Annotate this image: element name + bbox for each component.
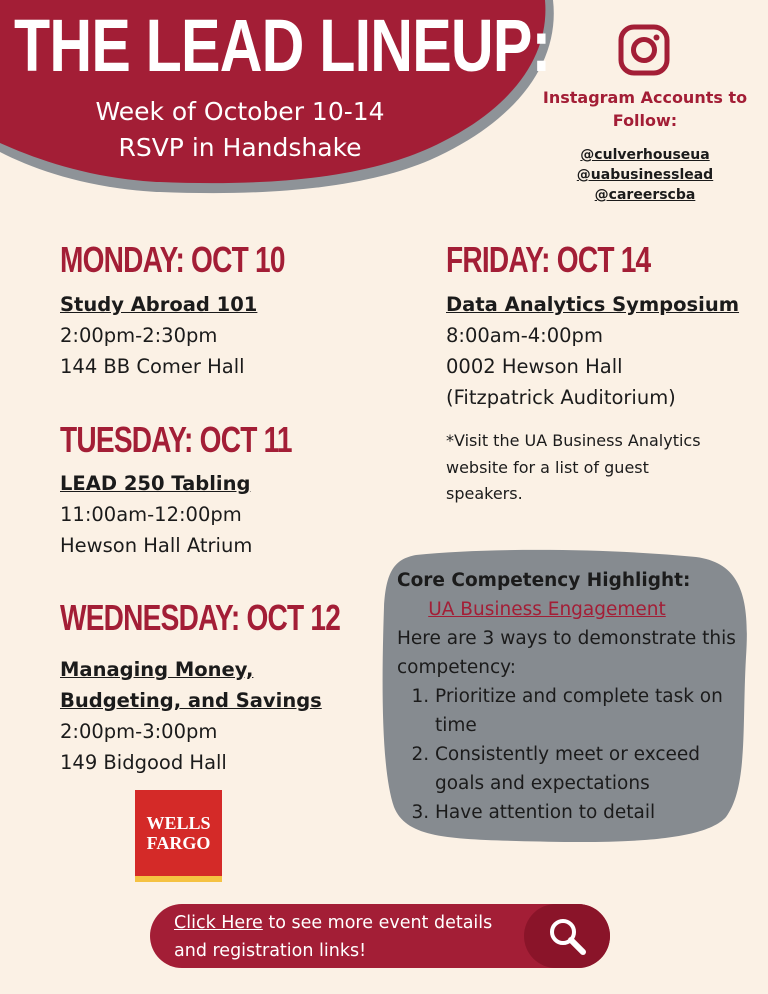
event-details-button[interactable] <box>150 904 610 968</box>
monday-event-link[interactable]: Study Abroad 101 <box>60 293 258 316</box>
wednesday-event-link-1[interactable]: Managing Money, <box>60 658 254 681</box>
wells-fargo-logo: WELLS FARGO <box>135 790 222 882</box>
tuesday-heading: TUESDAY: OCT 11 <box>60 419 292 460</box>
tuesday-location: Hewson Hall Atrium <box>60 534 253 557</box>
friday-event <box>446 289 739 413</box>
friday-event-link[interactable]: Data Analytics Symposium <box>446 293 740 316</box>
week-subtitle: Week of October 10-14 <box>95 97 385 126</box>
competency-link[interactable]: UA Business Engagement <box>428 599 666 620</box>
search-button[interactable] <box>524 904 610 968</box>
cta-text: Click Here to see more event details and registration links! <box>174 913 493 961</box>
friday-note: *Visit the UA Business Analytics website for a list of guest speakers. <box>446 431 701 503</box>
core-heading: Core Competency Highlight: <box>397 570 691 591</box>
wednesday-time: 2:00pm-3:00pm <box>60 720 218 743</box>
instagram-link-careerscba[interactable]: @careerscba <box>594 187 696 203</box>
tuesday-event <box>60 468 252 561</box>
instagram-accounts <box>530 145 760 205</box>
page-title: THE LEAD LINEUP: <box>14 4 551 87</box>
core-list <box>397 682 742 827</box>
click-here-link[interactable]: Click Here <box>174 913 263 933</box>
wednesday-heading: WEDNESDAY: OCT 12 <box>60 597 341 638</box>
monday-location: 144 BB Comer Hall <box>60 355 245 378</box>
friday-location-2: (Fitzpatrick Auditorium) <box>446 386 676 409</box>
search-icon <box>545 914 589 958</box>
monday-event <box>60 289 257 382</box>
core-competency-content <box>397 566 742 827</box>
list-item: 2. Consistently meet or exceed goals and expectations <box>435 740 742 798</box>
tuesday-time: 11:00am-12:00pm <box>60 503 242 526</box>
instagram-heading: Instagram Accounts to Follow: <box>542 88 748 130</box>
monday-time: 2:00pm-2:30pm <box>60 324 218 347</box>
core-intro-1: Here are 3 ways to demonstrate this <box>397 628 736 649</box>
list-item: 3. Have attention to detail <box>435 798 742 827</box>
instagram-icon <box>618 24 670 76</box>
rsvp-subtitle: RSVP in Handshake <box>118 133 362 162</box>
list-item: 1. Prioritize and complete task on time <box>435 682 742 740</box>
core-intro-2: competency: <box>397 657 517 678</box>
wednesday-location: 149 Bidgood Hall <box>60 751 227 774</box>
monday-heading: MONDAY: OCT 10 <box>60 239 285 280</box>
instagram-link-uabusinesslead[interactable]: @uabusinesslead <box>576 167 714 183</box>
friday-location-1: 0002 Hewson Hall <box>446 355 623 378</box>
wednesday-event <box>60 654 322 778</box>
wednesday-event-link-2[interactable]: Budgeting, and Savings <box>60 689 322 712</box>
instagram-link-culverhouseua[interactable]: @culverhouseua <box>580 147 710 163</box>
friday-heading: FRIDAY: OCT 14 <box>446 239 651 280</box>
friday-time: 8:00am-4:00pm <box>446 324 603 347</box>
tuesday-event-link[interactable]: LEAD 250 Tabling <box>60 472 251 495</box>
